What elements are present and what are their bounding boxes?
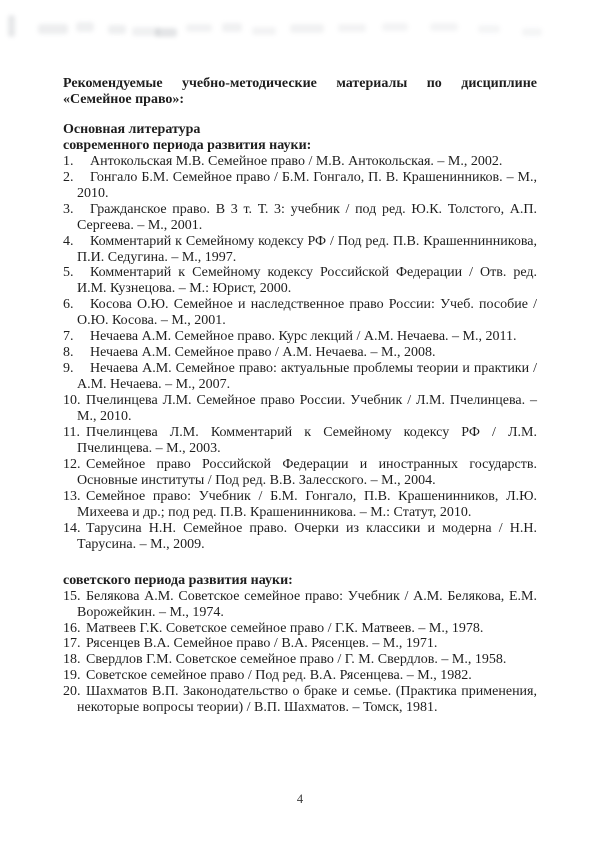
list-item	[63, 457, 537, 489]
list-item	[63, 668, 537, 684]
item-number: 1.	[63, 153, 74, 169]
item-number: 2.	[63, 169, 74, 185]
item-text: Гражданское право. В 3 т. Т. 3: учебник / под ред. Ю.К. Толстого, А.П. Сергеева. – М., 2001.	[77, 201, 537, 233]
list-item	[63, 393, 537, 425]
item-number: 7.	[63, 329, 74, 345]
item-text: Семейное право Российской Федерации и иностранных государств. Основные институты / Под ред. В.В. Залесского. – М., 2004.	[77, 456, 537, 488]
item-text: Комментарий к Семейному кодексу РФ / Под ред. П.В. Крашеннинникова, П.И. Седугина. – М., 1997.	[77, 233, 537, 265]
title-line: Рекомендуемые учебно-методические материалы по дисциплине	[63, 76, 537, 91]
list-item	[63, 234, 537, 266]
list-item	[63, 170, 537, 202]
bibliography-section	[63, 122, 537, 553]
item-number: 4.	[63, 233, 74, 249]
title-line: «Семейное право»:	[63, 91, 185, 107]
item-text: Комментарий к Семейному кодексу Российской Федерации / Отв. ред. И.М. Кузнецова. – М.: Юрист, 2000.	[77, 265, 537, 297]
item-number: 15.	[63, 588, 81, 604]
item-number: 9.	[63, 361, 74, 377]
item-text: Шахматов В.П. Законодательство о браке и семье. (Практика применения, некоторые вопросы теории) / В.П. Шахматов. – Томск, 1981.	[77, 684, 537, 716]
list-item	[63, 425, 537, 457]
scan-artifact	[0, 0, 600, 60]
list-item	[63, 297, 537, 329]
item-number: 13.	[63, 488, 81, 504]
page-number: 4	[296, 792, 304, 806]
bibliography	[63, 122, 537, 716]
item-text: Семейное право: Учебник / Б.М. Гонгало, П.В. Крашенинников, Л.Ю. Михеева и др.; под ред. П.В. Крашенинникова. – М.: Статут, 2010.	[77, 488, 537, 520]
list-item	[63, 636, 537, 652]
list-item	[63, 329, 537, 345]
list-item	[63, 265, 537, 297]
list-item	[63, 652, 537, 668]
item-text: Пчелинцева Л.М. Комментарий к Семейному кодексу РФ / Л.М. Пчелинцева. – М., 2003.	[77, 425, 537, 456]
item-text: Рясенцев В.А. Семейное право / В.А. Рясенцев. – М., 1971.	[86, 636, 438, 652]
item-number: 17.	[63, 636, 81, 652]
item-text: Пчелинцева Л.М. Семейное право России. Учебник / Л.М. Пчелинцева. – М., 2010.	[77, 393, 537, 425]
section-heading: советского периода развития науки:	[63, 572, 293, 588]
section-heading: современного периода развития науки:	[63, 137, 312, 153]
item-number: 12.	[63, 456, 81, 472]
item-number: 6.	[63, 297, 74, 313]
item-text: Косова О.Ю. Семейное и наследственное право России: Учеб. пособие / О.Ю. Косова. – М., 2001.	[77, 297, 537, 329]
item-number: 11.	[63, 425, 80, 441]
document-title	[63, 76, 537, 108]
item-number: 20.	[63, 684, 81, 700]
document-body	[63, 76, 537, 716]
list-item	[63, 521, 537, 553]
item-number: 10.	[63, 393, 81, 409]
item-number: 8.	[63, 345, 74, 361]
item-number: 19.	[63, 668, 81, 684]
bibliography-section	[63, 573, 537, 717]
section-heading: Основная литература	[63, 121, 201, 137]
list-item	[63, 361, 537, 393]
item-text: Тарусина Н.Н. Семейное право. Очерки из классики и модерна / Н.Н. Тарусина. – М., 2009.	[77, 520, 537, 552]
list-item	[63, 154, 537, 170]
item-text: Нечаева А.М. Семейное право. Курс лекций / А.М. Нечаева. – М., 2011.	[90, 329, 517, 345]
item-text: Антокольская М.В. Семейное право / М.В. Антокольская. – М., 2002.	[90, 153, 503, 169]
list-item	[63, 345, 537, 361]
item-number: 5.	[63, 265, 74, 281]
item-text: Белякова А.М. Советское семейное право: Учебник / А.М. Белякова, Е.М. Ворожейкин. – М., 1974.	[77, 588, 537, 620]
item-number: 3.	[63, 201, 74, 217]
item-text: Гонгало Б.М. Семейное право / Б.М. Гонгало, П. В. Крашенинников. – М., 2010.	[77, 169, 537, 201]
list-item	[63, 621, 537, 637]
list-item	[63, 489, 537, 521]
list-item	[63, 202, 537, 234]
item-text: Матвеев Г.К. Советское семейное право / Г.К. Матвеев. – М., 1978.	[86, 620, 484, 636]
item-text: Нечаева А.М. Семейное право: актуальные проблемы теории и практики / А.М. Нечаева. – М., 2007.	[77, 361, 537, 393]
item-text: Свердлов Г.М. Советское семейное право / Г. М. Свердлов. – М., 1958.	[86, 652, 507, 668]
item-number: 14.	[63, 520, 81, 536]
item-number: 16.	[63, 620, 81, 636]
list-item	[63, 684, 537, 716]
item-text: Советское семейное право / Под ред. В.А. Рясенцева. – М., 1982.	[86, 668, 472, 684]
list-item	[63, 589, 537, 621]
item-text: Нечаева А.М. Семейное право / А.М. Нечаева. – М., 2008.	[90, 345, 436, 361]
item-number: 18.	[63, 652, 81, 668]
